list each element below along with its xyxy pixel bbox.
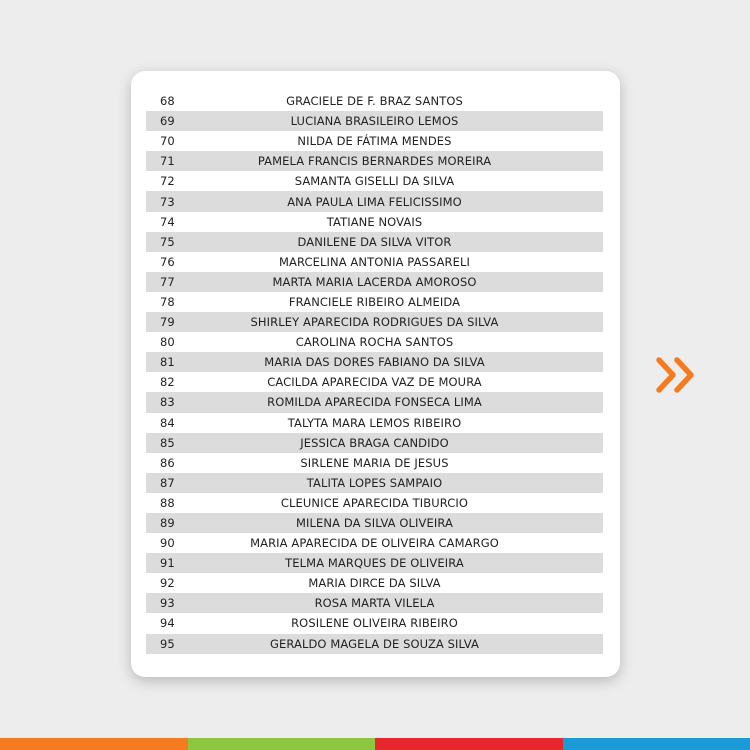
row-name: GRACIELE DE F. BRAZ SANTOS [286,94,463,109]
row-name: LUCIANA BRASILEIRO LEMOS [290,114,459,129]
row-number: 79 [160,315,175,330]
row-name: MARIA DIRCE DA SILVA [308,576,441,591]
row-name: SIRLENE MARIA DE JESUS [300,455,449,470]
row-name: SHIRLEY APARECIDA RODRIGUES DA SILVA [250,315,499,330]
row-name: PAMELA FRANCIS BERNARDES MOREIRA [257,154,492,169]
list-row [146,252,603,272]
list-row [146,372,603,392]
list-row [146,151,603,171]
list-row [146,593,603,613]
row-number: 68 [160,94,175,109]
list-row [146,171,603,191]
row-number: 69 [160,114,175,129]
list-row [146,272,603,292]
row-number: 74 [160,214,175,229]
color-bar-segment [375,738,563,750]
row-number: 76 [160,254,175,269]
list-row [146,433,603,453]
row-number: 73 [160,194,175,209]
row-name: ROMILDA APARECIDA FONSECA LIMA [267,395,482,410]
row-name: TELMA MARQUES DE OLIVEIRA [285,556,464,571]
row-name: JESSICA BRAGA CANDIDO [300,435,449,450]
name-list [146,91,603,654]
row-number: 91 [160,556,175,571]
list-row [146,212,603,232]
row-number: 81 [160,355,175,370]
row-number: 83 [160,395,175,410]
list-row [146,292,603,312]
list-row [146,191,603,211]
color-bar-segment [0,738,188,750]
row-number: 82 [160,375,175,390]
double-chevron-right-icon[interactable] [655,355,699,395]
row-name: CACILDA APARECIDA VAZ DE MOURA [267,375,482,390]
row-number: 88 [160,495,175,510]
row-name: ANA PAULA LIMA FELICISSIMO [287,194,462,209]
row-name: ROSILENE OLIVEIRA RIBEIRO [291,616,458,631]
row-name: TATIANE NOVAIS [326,214,423,229]
list-row [146,312,603,332]
row-name: DANILENE DA SILVA VITOR [297,234,452,249]
row-number: 89 [160,516,175,531]
row-name: CAROLINA ROCHA SANTOS [295,335,454,350]
row-number: 95 [160,636,175,651]
row-number: 75 [160,234,175,249]
color-bar-segment [563,738,750,750]
list-row [146,613,603,633]
row-name: TALYTA MARA LEMOS RIBEIRO [287,415,462,430]
row-number: 86 [160,455,175,470]
row-name: MARIA DAS DORES FABIANO DA SILVA [264,355,485,370]
list-row [146,533,603,553]
row-number: 80 [160,335,175,350]
row-number: 94 [160,616,175,631]
row-name: TALITA LOPES SAMPAIO [306,475,443,490]
list-row [146,634,603,654]
list-row [146,131,603,151]
row-number: 85 [160,435,175,450]
row-name: GERALDO MAGELA DE SOUZA SILVA [270,636,479,651]
list-row [146,473,603,493]
list-row [146,111,603,131]
color-bar-segment [188,738,376,750]
list-row [146,513,603,533]
row-number: 92 [160,576,175,591]
row-number: 78 [160,294,175,309]
row-name: MILENA DA SILVA OLIVEIRA [296,516,453,531]
row-name: FRANCIELE RIBEIRO ALMEIDA [288,294,461,309]
row-number: 84 [160,415,175,430]
row-name: MARTA MARIA LACERDA AMOROSO [272,274,477,289]
row-number: 90 [160,536,175,551]
row-number: 71 [160,154,175,169]
list-row [146,232,603,252]
list-row [146,413,603,433]
row-name: SAMANTA GISELLI DA SILVA [294,174,455,189]
row-number: 93 [160,596,175,611]
list-row [146,332,603,352]
row-number: 72 [160,174,175,189]
row-name: MARIA APARECIDA DE OLIVEIRA CAMARGO [250,536,499,551]
row-number: 70 [160,134,175,149]
list-row [146,91,603,111]
list-row [146,392,603,412]
row-name: ROSA MARTA VILELA [314,596,435,611]
row-name: MARCELINA ANTONIA PASSARELI [279,254,470,269]
list-row [146,493,603,513]
color-bar [0,738,750,750]
list-row [146,553,603,573]
list-row [146,573,603,593]
row-name: CLEUNICE APARECIDA TIBURCIO [280,495,469,510]
list-row [146,352,603,372]
row-number: 87 [160,475,175,490]
list-row [146,453,603,473]
row-number: 77 [160,274,175,289]
row-name: NILDA DE FÁTIMA MENDES [297,134,452,149]
